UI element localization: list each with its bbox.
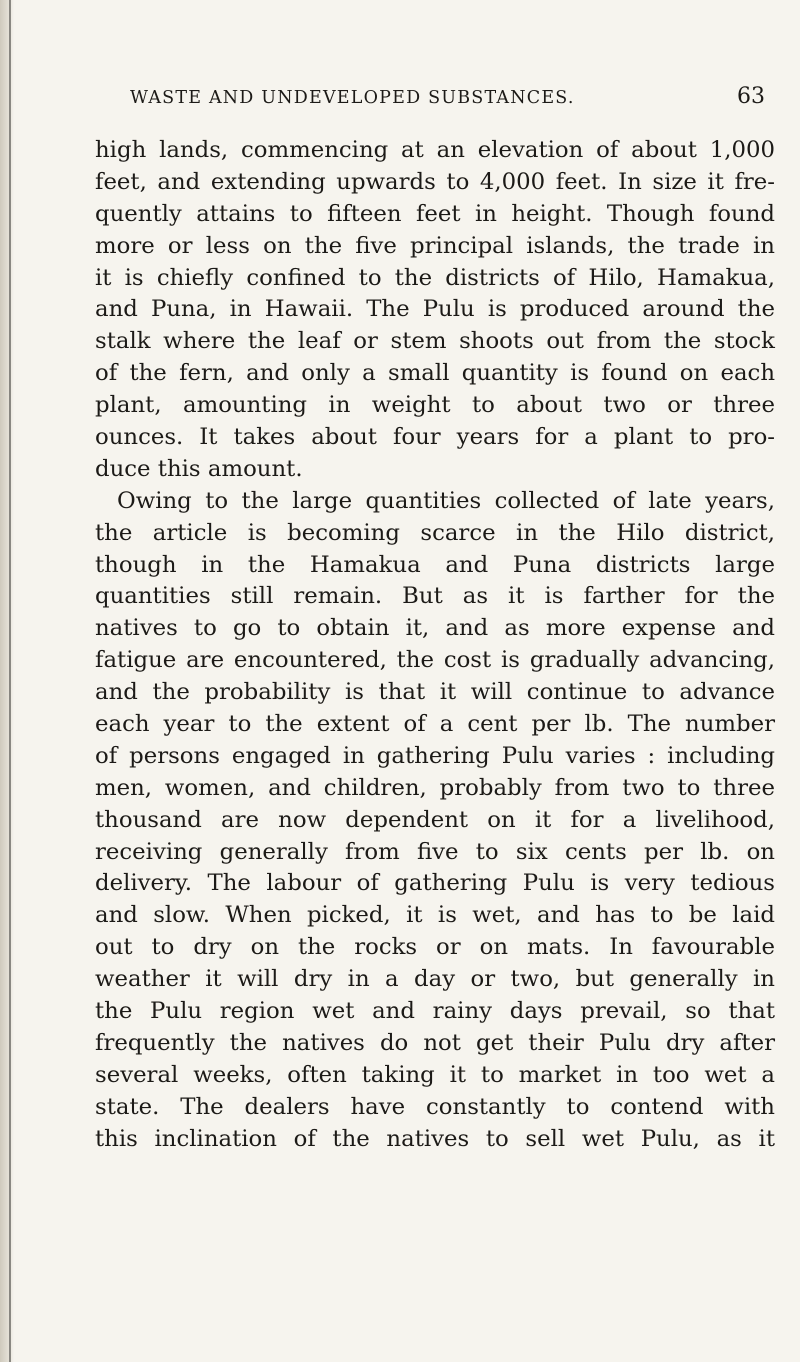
text-line: and slow. When picked, it is wet, and has to be laid <box>95 902 775 929</box>
text-line: it is chiefly confined to the districts of Hilo, Hamakua, <box>95 264 775 291</box>
text-line: weather it will dry in a day or two, but generally in <box>95 966 775 993</box>
body-text <box>95 135 775 1156</box>
page-number: 63 <box>737 84 765 109</box>
text-line: fatigue are encountered, the cost is gradually advancing, <box>95 647 775 674</box>
text-line: stalk where the leaf or stem shoots out from the stock <box>95 328 775 355</box>
text-line: thousand are now dependent on it for a livelihood, <box>95 806 775 833</box>
text-line: out to dry on the rocks or on mats. In favourable <box>95 934 775 961</box>
text-line: feet, and extending upwards to 4,000 feet. In size it fre- <box>95 168 775 195</box>
text-line: the article is becoming scarce in the Hilo district, <box>95 519 775 546</box>
text-line: men, women, and children, probably from two to three <box>95 774 775 801</box>
text-line: each year to the extent of a cent per lb. The number <box>95 711 775 738</box>
text-line: quantities still remain. But as it is farther for the <box>95 583 775 610</box>
page-gutter-shadow <box>0 0 14 1362</box>
paragraph-start-line: Owing to the large quantities collected of late years, <box>117 487 775 514</box>
text-line: ounces. It takes about four years for a plant to pro- <box>95 424 775 451</box>
page-binding-edge <box>9 0 11 1362</box>
text-line: quently attains to fifteen feet in height. Though found <box>95 200 775 227</box>
text-line: several weeks, often taking it to market in too wet a <box>95 1061 775 1088</box>
text-line: natives to go to obtain it, and as more expense and <box>95 615 775 642</box>
text-line: though in the Hamakua and Puna districts large <box>95 551 775 578</box>
paragraph-end-line: duce this amount. <box>95 455 303 482</box>
text-line: frequently the natives do not get their Pulu dry after <box>95 1029 775 1056</box>
text-line: and Puna, in Hawaii. The Pulu is produced around the <box>95 296 775 323</box>
text-line: more or less on the five principal islands, the trade in <box>95 232 775 259</box>
running-title: WASTE AND UNDEVELOPED SUBSTANCES. <box>130 88 575 108</box>
text-line: the Pulu region wet and rainy days prevail, so that <box>95 998 775 1025</box>
text-line: state. The dealers have constantly to contend with <box>95 1093 775 1120</box>
book-page <box>38 0 773 1362</box>
running-head <box>38 86 773 116</box>
text-line: of the fern, and only a small quantity is found on each <box>95 360 775 387</box>
text-line: of persons engaged in gathering Pulu varies : including <box>95 742 775 769</box>
text-line: delivery. The labour of gathering Pulu is very tedious <box>95 870 775 897</box>
text-line: and the probability is that it will continue to advance <box>95 679 775 706</box>
text-line: high lands, commencing at an elevation of about 1,000 <box>95 137 775 163</box>
text-line: this inclination of the natives to sell wet Pulu, as it <box>95 1125 775 1152</box>
text-line: receiving generally from five to six cents per lb. on <box>95 838 775 865</box>
text-line: plant, amounting in weight to about two or three <box>95 392 775 419</box>
